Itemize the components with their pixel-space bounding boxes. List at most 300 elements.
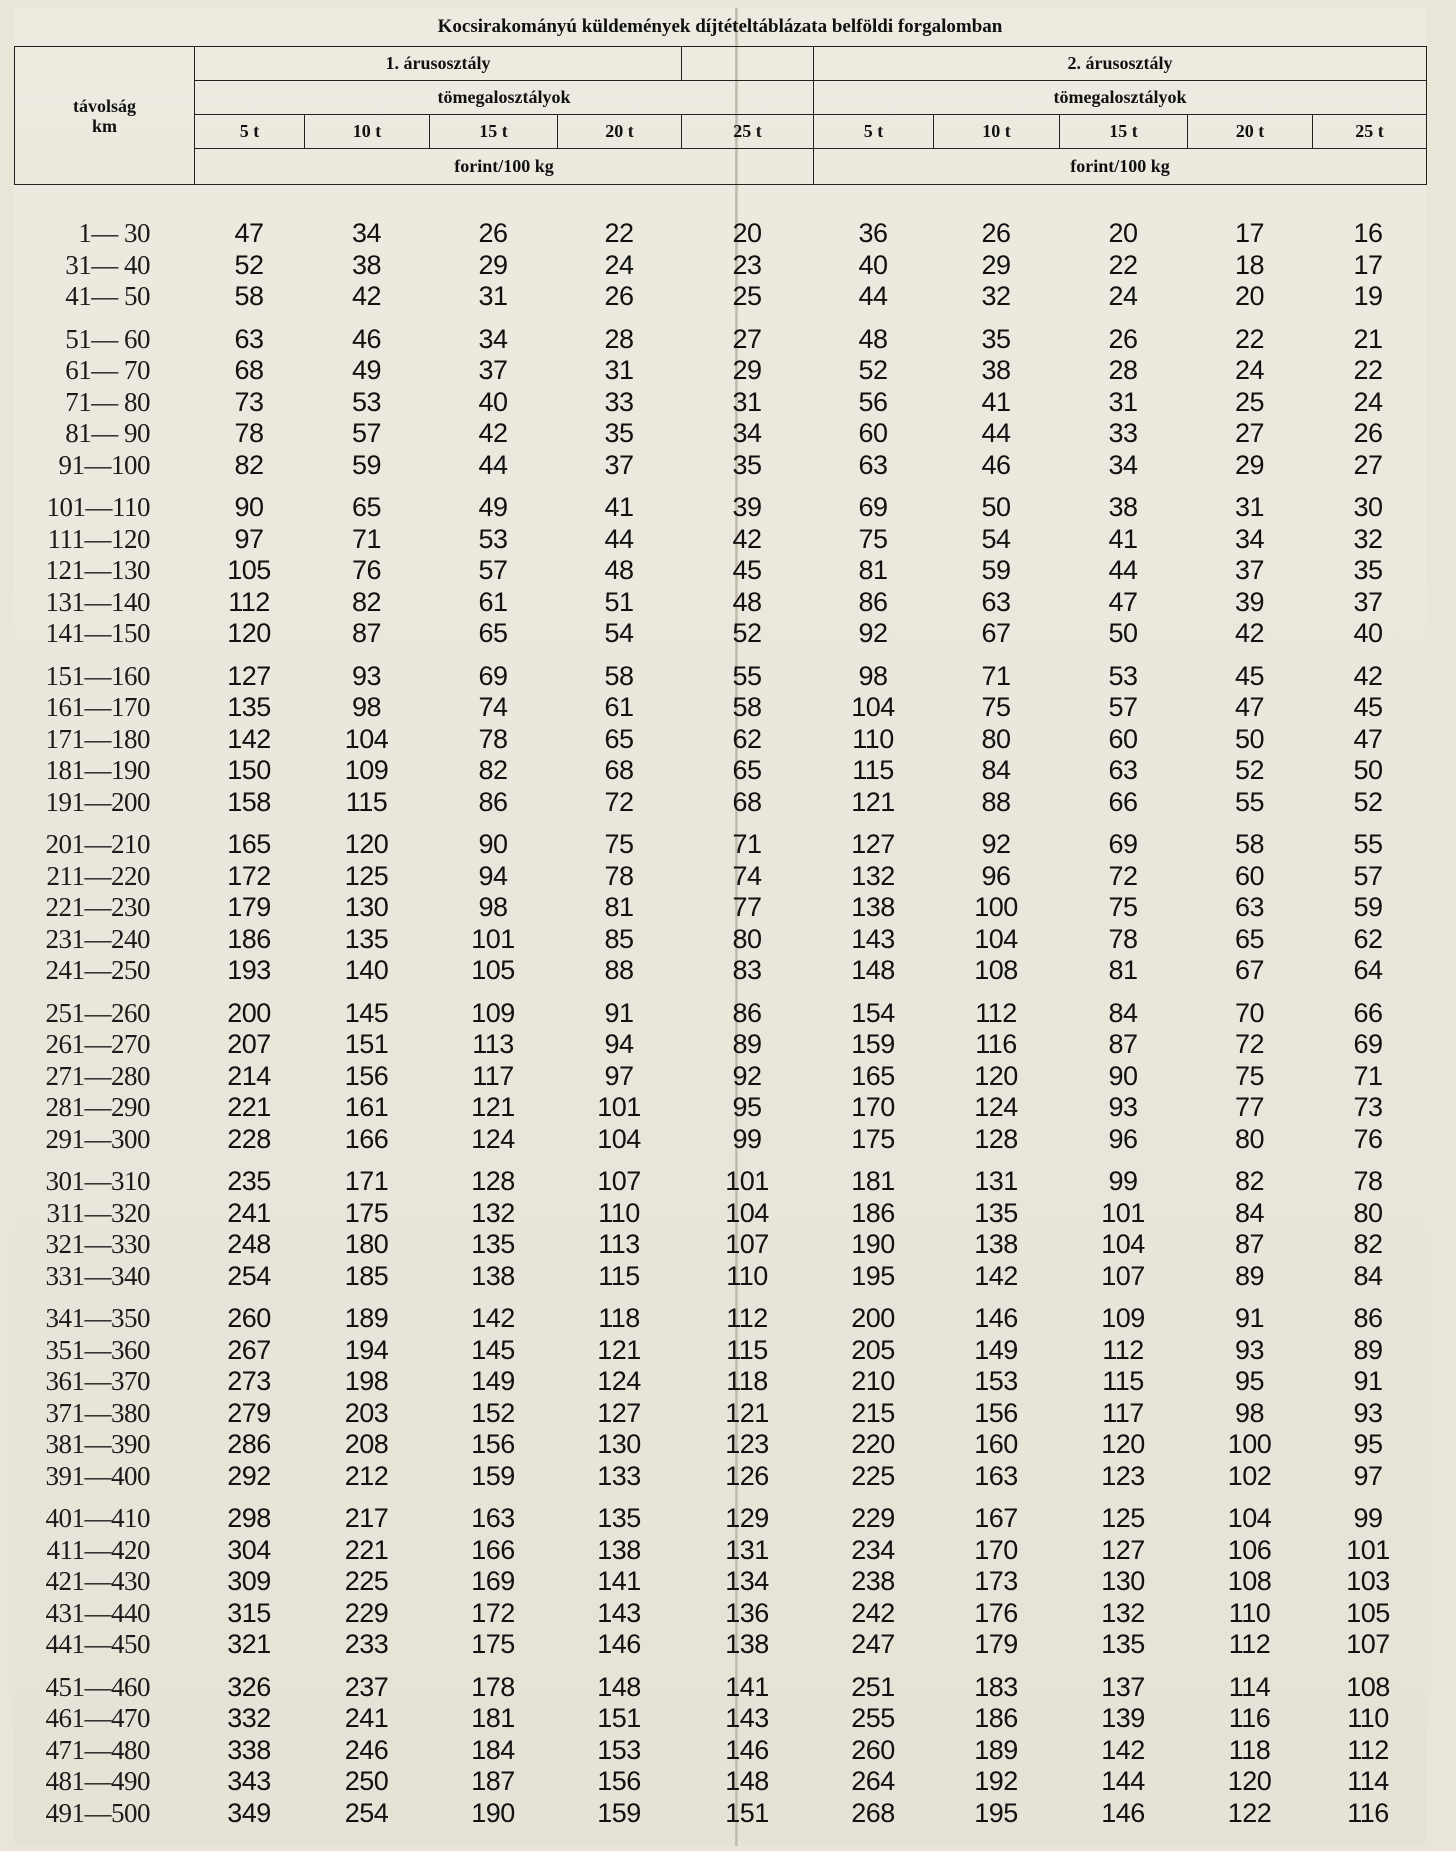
rate-cell: 146 [725,1734,769,1765]
rate-cell: 93 [1234,1334,1265,1365]
rate-cell: 114 [1347,1766,1389,1797]
rate-cell: 207 [227,1029,271,1060]
rate-cell: 55 [1353,829,1383,860]
weight-header: 10 t [934,115,1060,149]
rate-cell: 28 [1108,355,1138,386]
table-row [14,1735,1426,1767]
rate-cell: 18 [1234,249,1265,280]
rate-cell: 127 [597,1397,641,1428]
rate-cell: 44 [981,418,1011,449]
rate-cell: 31 [732,386,762,417]
rate-cell: 179 [227,892,271,923]
rate-cell: 104 [1101,1229,1145,1260]
rate-cell: 53 [351,386,382,417]
rate-cell: 105 [471,955,515,986]
rate-cell: 81 [604,892,634,923]
rate-cell: 82 [1353,1229,1383,1260]
distance-cell: 221—230 [45,892,150,923]
rate-cell: 31 [1108,386,1138,417]
rate-cell: 35 [1353,555,1383,586]
rate-cell: 26 [604,281,634,312]
distance-cell: 31— 40 [65,249,150,280]
distance-cell: 71— 80 [65,386,150,417]
distance-cell: 271—280 [45,1060,150,1091]
table-row [14,1398,1426,1430]
distance-cell: 291—300 [45,1123,150,1154]
rate-cell: 183 [974,1671,1018,1702]
rate-cell: 52 [858,355,888,386]
distance-cell: 301—310 [45,1166,150,1197]
rate-cell: 135 [344,923,389,954]
weight-header: 20 t [558,115,682,149]
rate-cell: 89 [1353,1334,1383,1365]
rate-cell: 142 [471,1303,515,1334]
rate-cell: 140 [344,955,389,986]
rate-cell: 127 [227,660,271,691]
rate-cell: 332 [227,1703,271,1734]
distance-cell: 321—330 [45,1229,150,1260]
rate-cell: 122 [1227,1797,1272,1828]
rate-cell: 78 [604,860,634,891]
rate-cell: 91 [1234,1303,1265,1334]
rate-cell: 53 [1108,660,1138,691]
table-row [14,892,1426,924]
rate-cell: 125 [1101,1503,1145,1534]
rate-cell: 31 [604,355,634,386]
rate-cell: 112 [975,997,1017,1028]
rate-cell: 57 [478,555,508,586]
rate-cell: 69 [478,660,508,691]
rate-cell: 70 [1234,997,1265,1028]
weight-header: 5 t [814,115,934,149]
rate-cell: 24 [1353,386,1383,417]
row-group [14,998,1426,1156]
distance-cell: 121—130 [45,555,150,586]
rate-cell: 160 [974,1429,1018,1460]
rate-cell: 86 [1353,1303,1383,1334]
rate-cell: 108 [974,955,1018,986]
rate-cell: 142 [227,723,271,754]
distance-cell: 351—360 [45,1334,150,1365]
rate-cell: 92 [858,618,888,649]
rate-cell: 38 [351,249,382,280]
weight-classes-label-2: tömegalosztályok [814,81,1427,115]
rate-cell: 60 [858,418,888,449]
rate-cell: 84 [1234,1197,1265,1228]
rate-cell: 108 [1227,1566,1272,1597]
table-row [14,355,1426,387]
distance-cell: 191—200 [45,786,150,817]
table-row [14,1092,1426,1124]
distance-cell: 461—470 [45,1703,150,1734]
rate-cell: 176 [974,1597,1018,1628]
table-row [14,418,1426,450]
rate-cell: 132 [1101,1597,1145,1628]
rate-cell: 35 [981,323,1011,354]
rate-cell: 61 [604,692,634,723]
rate-cell: 172 [471,1597,515,1628]
weight-header: 15 t [1060,115,1188,149]
rate-cell: 105 [1346,1597,1390,1628]
rate-cell: 203 [344,1397,389,1428]
rate-cell: 106 [1227,1534,1272,1565]
rate-cell: 156 [344,1060,389,1091]
rate-cell: 158 [227,786,271,817]
rate-cell: 152 [471,1397,515,1428]
rate-cell: 133 [597,1460,641,1491]
rate-cell: 71 [1353,1060,1383,1091]
rate-cell: 121 [471,1092,515,1123]
rate-cell: 149 [974,1334,1018,1365]
rate-cell: 115 [726,1334,768,1365]
rate-cell: 22 [604,218,634,249]
rate-cell: 131 [725,1534,769,1565]
rate-cell: 267 [227,1334,271,1365]
table-row [14,1503,1426,1535]
distance-cell: 441—450 [45,1629,150,1660]
rate-cell: 264 [851,1766,895,1797]
rate-cell: 141 [725,1671,769,1702]
rate-cell: 63 [1108,755,1138,786]
rate-cell: 115 [345,786,388,817]
rate-cell: 75 [1108,892,1138,923]
table-row [14,692,1426,724]
distance-cell: 61— 70 [65,355,150,386]
rate-cell: 71 [981,660,1011,691]
rate-cell: 27 [1353,449,1383,480]
rate-cell: 163 [471,1503,515,1534]
rate-cell: 220 [851,1429,895,1460]
rate-cell: 116 [1228,1703,1271,1734]
rate-cell: 97 [1353,1460,1383,1491]
rate-cell: 184 [471,1734,515,1765]
rate-cell: 138 [974,1229,1018,1260]
distance-cell: 341—350 [45,1303,150,1334]
rate-cell: 221 [227,1092,271,1123]
rate-cell: 90 [478,829,508,860]
rate-cell: 100 [974,892,1018,923]
distance-cell: 41— 50 [65,281,150,312]
rate-cell: 178 [471,1671,515,1702]
rate-cell: 26 [478,218,508,249]
rate-cell: 90 [1108,1060,1138,1091]
rate-cell: 65 [732,755,762,786]
rate-cell: 107 [725,1229,769,1260]
rate-cell: 87 [351,618,382,649]
table-row [14,1566,1426,1598]
rate-cell: 68 [604,755,634,786]
rate-cell: 107 [1101,1260,1145,1291]
rate-cell: 286 [227,1429,271,1460]
rate-cell: 101 [471,923,515,954]
rate-cell: 100 [1227,1429,1272,1460]
rate-cell: 96 [1108,1123,1138,1154]
rate-cell: 121 [725,1397,769,1428]
rate-cell: 146 [974,1303,1018,1334]
rate-cell: 56 [858,386,888,417]
rate-cell: 29 [478,249,508,280]
rate-cell: 309 [227,1566,271,1597]
distance-cell: 311—320 [46,1197,150,1228]
rate-cell: 88 [604,955,634,986]
rate-cell: 138 [471,1260,515,1291]
rate-cell: 42 [1234,618,1265,649]
rate-cell: 35 [604,418,634,449]
rate-cell: 192 [974,1766,1018,1797]
table-row [14,1366,1426,1398]
rate-cell: 50 [1234,723,1265,754]
rate-cell: 101 [725,1166,769,1197]
table-row [14,1703,1426,1735]
rate-cell: 82 [478,755,508,786]
rate-cell: 128 [974,1123,1018,1154]
table-row [14,1166,1426,1198]
table-row [14,924,1426,956]
rate-cell: 142 [974,1260,1018,1291]
rate-cell: 23 [732,249,762,280]
rate-cell: 76 [351,555,382,586]
unit-label-1: forint/100 kg [195,149,814,185]
rate-cell: 60 [1108,723,1138,754]
rate-cell: 76 [1353,1123,1383,1154]
rate-cell: 251 [851,1671,895,1702]
rate-cell: 55 [732,660,762,691]
table-row [14,281,1426,313]
rate-cell: 87 [1108,1029,1138,1060]
rate-cell: 47 [1234,692,1265,723]
distance-cell: 261—270 [45,1029,150,1060]
rate-cell: 48 [732,586,762,617]
tariff-rows [14,218,1426,1840]
rate-cell: 65 [1234,923,1265,954]
table-row [14,1766,1426,1798]
rate-cell: 135 [974,1197,1018,1228]
rate-cell: 22 [1234,323,1265,354]
rate-cell: 40 [478,386,508,417]
row-group [14,1303,1426,1492]
rate-cell: 81 [858,555,888,586]
rate-cell: 115 [1102,1366,1144,1397]
rate-cell: 117 [1102,1397,1144,1428]
table-row [14,724,1426,756]
rate-cell: 52 [234,249,264,280]
rate-cell: 101 [597,1092,641,1123]
rate-cell: 326 [227,1671,271,1702]
rate-cell: 42 [732,523,762,554]
rate-cell: 130 [344,892,389,923]
rate-cell: 38 [1108,492,1138,523]
table-row [14,661,1426,693]
rate-cell: 189 [974,1734,1018,1765]
rate-cell: 101 [1346,1534,1390,1565]
rate-cell: 39 [732,492,762,523]
rate-cell: 86 [858,586,888,617]
rate-cell: 260 [227,1303,271,1334]
rate-cell: 37 [1353,586,1383,617]
rate-cell: 123 [1101,1460,1145,1491]
rate-cell: 95 [1353,1429,1383,1460]
rate-cell: 75 [604,829,634,860]
rate-cell: 57 [1108,692,1138,723]
rate-cell: 81 [1108,955,1138,986]
rate-cell: 118 [726,1366,768,1397]
rate-cell: 78 [1108,923,1138,954]
rate-cell: 32 [1353,523,1383,554]
rate-cell: 78 [234,418,264,449]
rate-cell: 53 [478,523,508,554]
rate-cell: 20 [1234,281,1265,312]
table-row [14,492,1426,524]
rate-cell: 34 [1108,449,1138,480]
rate-cell: 34 [478,323,508,354]
rate-cell: 146 [1101,1797,1145,1828]
rate-cell: 35 [732,449,762,480]
rate-cell: 63 [858,449,888,480]
rate-cell: 185 [344,1260,389,1291]
distance-header [15,47,195,185]
rate-cell: 229 [851,1503,895,1534]
rate-cell: 21 [1353,323,1383,354]
rate-cell: 250 [344,1766,389,1797]
distance-cell: 161—170 [45,692,150,723]
distance-cell: 111—120 [47,523,150,554]
rate-cell: 127 [851,829,895,860]
unit-label-2: forint/100 kg [814,149,1427,185]
rate-cell: 349 [227,1797,271,1828]
rate-cell: 187 [471,1766,515,1797]
rate-cell: 110 [1228,1597,1271,1628]
rate-cell: 82 [351,586,382,617]
rate-cell: 120 [1227,1766,1272,1797]
rate-cell: 62 [1353,923,1383,954]
row-group [14,492,1426,650]
rate-cell: 95 [732,1092,762,1123]
weight-header: 25 t [682,115,814,149]
distance-cell: 451—460 [45,1671,150,1702]
rate-cell: 321 [227,1629,271,1660]
rate-cell: 279 [227,1397,271,1428]
rate-cell: 141 [597,1566,641,1597]
rate-cell: 173 [974,1566,1018,1597]
rate-cell: 166 [344,1123,389,1154]
rate-cell: 75 [858,523,888,554]
rate-cell: 112 [1347,1734,1389,1765]
rate-cell: 44 [1108,555,1138,586]
row-group [14,218,1426,313]
table-row [14,1261,1426,1293]
table-row [14,1429,1426,1461]
rate-cell: 161 [344,1092,389,1123]
rate-cell: 66 [1108,786,1138,817]
rate-cell: 166 [471,1534,515,1565]
document-page [14,8,1426,1846]
rate-cell: 113 [472,1029,514,1060]
distance-cell: 1— 30 [78,218,150,249]
rate-cell: 68 [732,786,762,817]
rate-cell: 181 [851,1166,895,1197]
distance-cell: 171—180 [45,723,150,754]
rate-cell: 48 [858,323,888,354]
rate-cell: 110 [1347,1703,1389,1734]
rate-cell: 129 [725,1503,769,1534]
rate-cell: 127 [1101,1534,1145,1565]
table-row [14,829,1426,861]
rate-cell: 33 [1108,418,1138,449]
distance-cell: 431—440 [45,1597,150,1628]
rate-cell: 80 [1234,1123,1265,1154]
class2-header: 2. árusosztály [814,47,1427,81]
rate-cell: 58 [1234,829,1265,860]
rate-cell: 165 [851,1060,895,1091]
rate-cell: 77 [1234,1092,1265,1123]
rate-cell: 93 [1108,1092,1138,1123]
table-row [14,1029,1426,1061]
table-row [14,1335,1426,1367]
rate-cell: 151 [597,1703,641,1734]
rate-cell: 126 [725,1460,769,1491]
rate-cell: 44 [604,523,634,554]
table-row [14,755,1426,787]
rate-cell: 84 [1108,997,1138,1028]
table-row [14,250,1426,282]
rate-cell: 96 [981,860,1011,891]
rate-cell: 179 [974,1629,1018,1660]
rate-cell: 71 [351,523,382,554]
rate-cell: 107 [597,1166,641,1197]
rate-cell: 97 [234,523,264,554]
rate-cell: 104 [974,923,1018,954]
distance-cell: 371—380 [45,1397,150,1428]
rate-cell: 186 [974,1703,1018,1734]
row-group [14,661,1426,819]
rate-cell: 88 [981,786,1011,817]
rate-cell: 73 [234,386,264,417]
rate-cell: 241 [344,1703,389,1734]
rate-cell: 186 [227,923,271,954]
rate-cell: 137 [1101,1671,1145,1702]
rate-cell: 110 [726,1260,768,1291]
rate-cell: 63 [1234,892,1265,923]
rate-cell: 68 [234,355,264,386]
rate-cell: 139 [1101,1703,1145,1734]
rate-cell: 50 [1353,755,1383,786]
rate-cell: 32 [981,281,1011,312]
rate-cell: 27 [732,323,762,354]
rate-cell: 225 [344,1566,389,1597]
rate-cell: 42 [1353,660,1383,691]
rate-cell: 64 [1353,955,1383,986]
rate-cell: 75 [981,692,1011,723]
rate-cell: 237 [344,1671,389,1702]
rate-cell: 148 [725,1766,769,1797]
rate-cell: 25 [1234,386,1265,417]
rate-cell: 45 [1353,692,1383,723]
rate-cell: 215 [851,1397,895,1428]
rate-cell: 123 [725,1429,769,1460]
rate-cell: 120 [227,618,271,649]
rate-cell: 118 [1228,1734,1271,1765]
rate-cell: 72 [1108,860,1138,891]
rate-cell: 47 [1353,723,1383,754]
rate-cell: 181 [471,1703,515,1734]
rate-cell: 151 [725,1797,769,1828]
rate-cell: 61 [478,586,508,617]
rate-cell: 95 [1234,1366,1265,1397]
rate-cell: 154 [851,997,895,1028]
rate-cell: 99 [1353,1503,1383,1534]
rate-cell: 65 [604,723,634,754]
rate-cell: 97 [604,1060,634,1091]
